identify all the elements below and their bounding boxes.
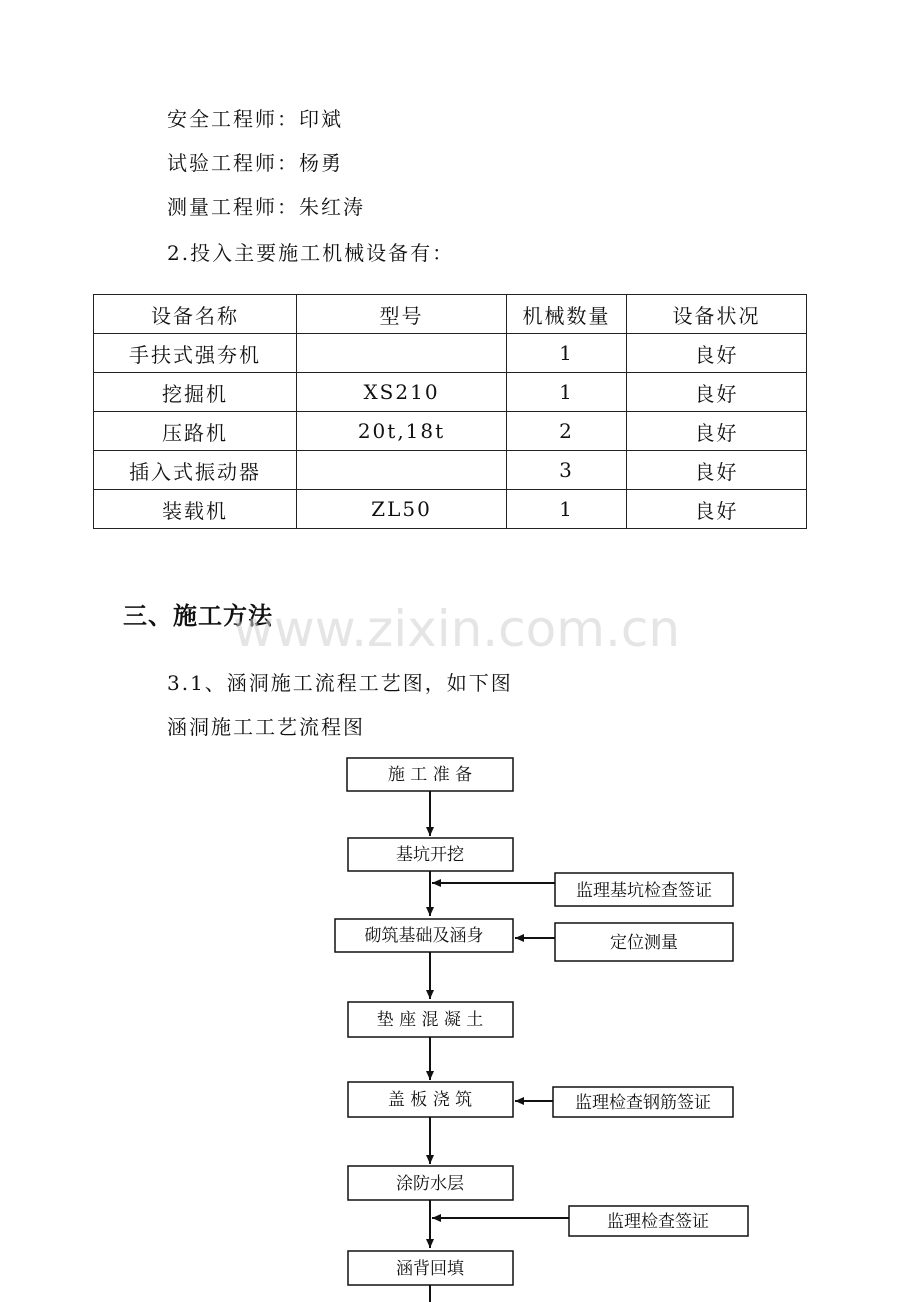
table-cell: 良好: [627, 490, 807, 529]
watermark: www.zixin.com.cn: [233, 600, 681, 658]
flow-step-label: 涵背回填: [396, 1259, 464, 1279]
side-box-rebar-inspection: [553, 1087, 733, 1117]
flow-step-label: 基坑开挖: [396, 845, 464, 865]
table-cell: 3: [507, 451, 627, 490]
header-cell: 设备状况: [627, 295, 807, 334]
table-cell: 良好: [627, 334, 807, 373]
table-cell: 手扶式强夯机: [94, 334, 297, 373]
flow-step-label: 施 工 准 备: [387, 765, 473, 785]
staff-line-survey: 测量工程师：朱红涛: [167, 195, 365, 219]
flow-step-excavate: [348, 838, 513, 871]
table-cell: 1: [507, 373, 627, 412]
side-box-label: 监理检查钢筋签证: [575, 1093, 711, 1113]
flow-step-backfill: [348, 1251, 513, 1285]
flow-step-label: 涂防水层: [396, 1174, 464, 1194]
flow-step-prepare: [347, 758, 513, 791]
side-box-survey: [555, 923, 733, 961]
flow-step-waterproof: [348, 1166, 513, 1200]
side-box-label: 监理检查签证: [607, 1212, 709, 1232]
table-cell: 挖掘机: [94, 373, 297, 412]
header-cell: 机械数量: [507, 295, 627, 334]
staff-line-test: 试验工程师：杨勇: [167, 151, 343, 175]
side-box-label: 监理基坑检查签证: [576, 881, 712, 901]
table-cell: 插入式振动器: [94, 451, 297, 490]
section-heading: 三、施工方法: [123, 601, 273, 630]
side-box-pit-inspection: [555, 873, 733, 906]
table-cell: 1: [507, 334, 627, 373]
flow-step-label: 垫 座 混 凝 土: [376, 1010, 484, 1030]
equipment-intro: 2.投入主要施工机械设备有：: [167, 241, 455, 265]
side-box-inspection: [569, 1206, 748, 1236]
flow-title: 涵洞施工工艺流程图: [167, 715, 365, 739]
flow-step-slab: [348, 1082, 513, 1117]
flow-step-label: 盖 板 浇 筑: [387, 1090, 473, 1110]
flow-step-label: 砌筑基础及涵身: [364, 926, 484, 946]
flow-step-masonry: [335, 919, 513, 952]
table-cell: 装载机: [94, 490, 297, 529]
header-cell: 型号: [297, 295, 507, 334]
table-cell: 良好: [627, 451, 807, 490]
table-cell: ZL50: [297, 490, 507, 529]
table-cell: 1: [507, 490, 627, 529]
side-box-label: 定位测量: [610, 933, 678, 953]
table-cell: 良好: [627, 412, 807, 451]
table-cell: 良好: [627, 373, 807, 412]
table-cell: 20t,18t: [297, 412, 507, 451]
flow-intro: 3.1、涵洞施工流程工艺图，如下图: [167, 671, 513, 695]
table-cell: 压路机: [94, 412, 297, 451]
flow-step-concrete: [348, 1002, 513, 1037]
table-cell: XS210: [297, 373, 507, 412]
staff-line-safety: 安全工程师：印斌: [167, 107, 343, 131]
header-cell: 设备名称: [94, 295, 297, 334]
table-cell: 2: [507, 412, 627, 451]
